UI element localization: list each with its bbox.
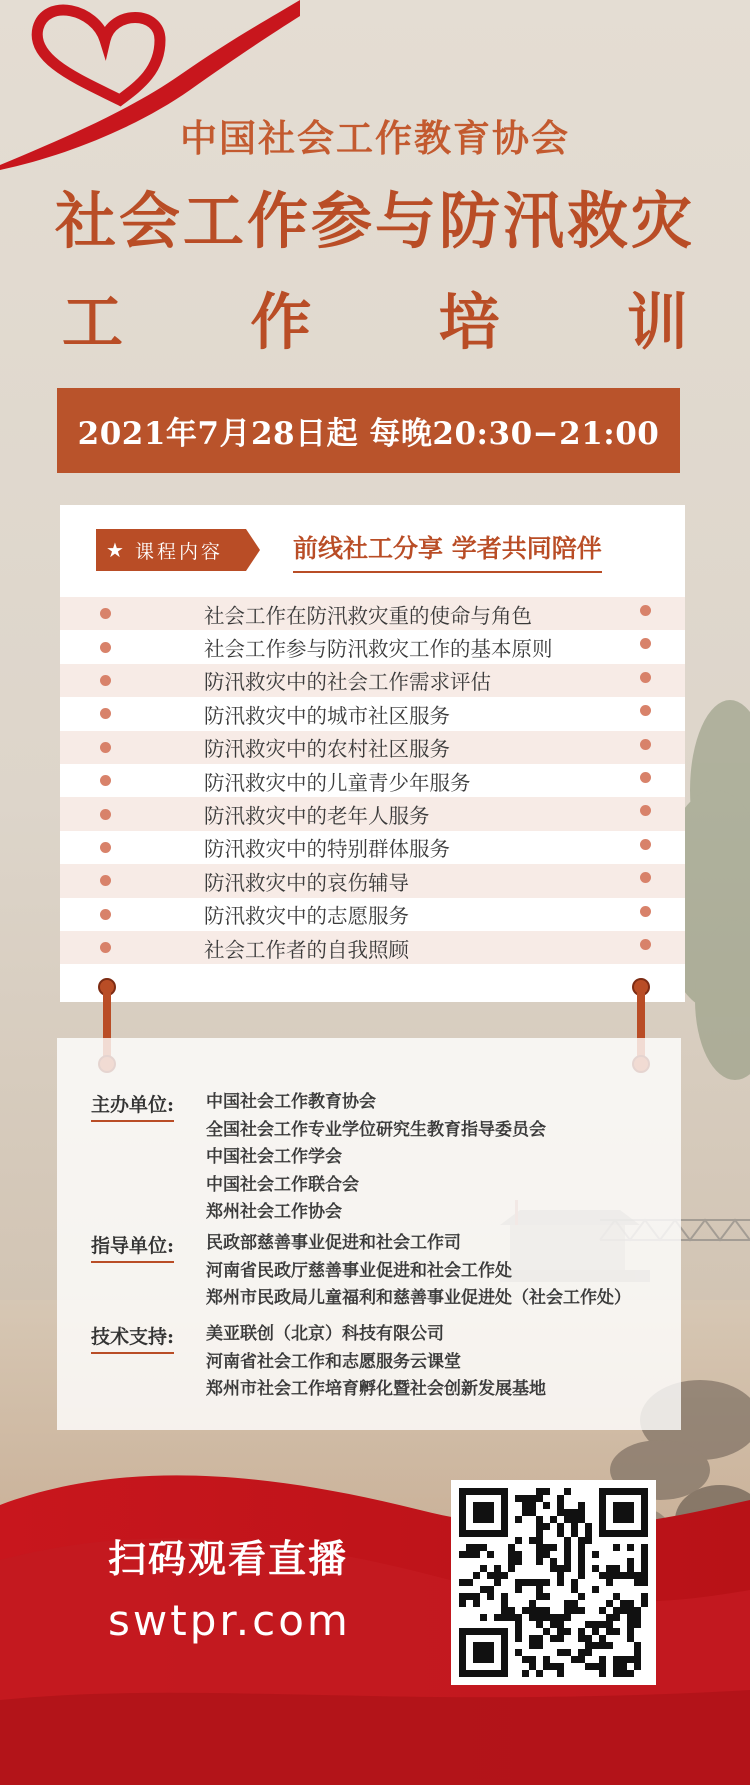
sub-title: [62, 274, 688, 361]
list-item: 郑州社会工作协会: [206, 1202, 342, 1222]
main-title: 社会工作参与防汛救灾: [55, 186, 696, 257]
bullet-icon: [640, 739, 651, 750]
qr-code[interactable]: [451, 1480, 656, 1685]
sub-title-char: 作: [250, 287, 312, 358]
bullet-icon: [640, 872, 651, 883]
list-item: [60, 630, 685, 663]
host-list: [206, 1090, 546, 1228]
course-item-text: 社会工作参与防汛救灾工作的基本原则: [204, 637, 553, 662]
course-item-text: 社会工作者的自我照顾: [204, 937, 409, 962]
bullet-icon: [100, 909, 111, 920]
list-item: [60, 898, 685, 931]
list-item: 河南省社会工作和志愿服务云课堂: [206, 1351, 461, 1372]
course-tag: [96, 529, 246, 571]
bullet-icon: [100, 742, 111, 753]
list-item: [60, 797, 685, 830]
list-item: 河南省民政厅慈善事业促进和社会工作处: [206, 1260, 512, 1281]
list-item: 美亚联创（北京）科技有限公司: [206, 1324, 444, 1344]
sub-title-char: 工: [62, 287, 124, 358]
sub-title-char: 训: [626, 287, 688, 358]
website-link[interactable]: swtpr.com: [108, 1596, 351, 1645]
scan-prompt: 扫码观看直播: [108, 1536, 349, 1581]
course-item-text: 防汛救灾中的儿童青少年服务: [204, 770, 471, 795]
bullet-icon: [100, 842, 111, 853]
course-list: [60, 597, 685, 964]
list-item: 民政部慈善事业促进和社会工作司: [206, 1233, 461, 1253]
list-item: 郑州市民政局儿童福利和慈善事业促进处（社会工作处）: [206, 1288, 631, 1308]
list-item: [60, 664, 685, 697]
list-item: [60, 764, 685, 797]
guide-list: [206, 1231, 631, 1314]
qr-code-icon: [459, 1488, 648, 1677]
bullet-icon: [100, 642, 111, 653]
org-title: 中国社会工作教育协会: [180, 116, 570, 160]
tech-label: 技术支持:: [91, 1322, 174, 1354]
list-item: 全国社会工作专业学位研究生教育指导委员会: [206, 1119, 546, 1140]
list-item: 中国社会工作教育协会: [206, 1092, 376, 1112]
host-label: 主办单位:: [91, 1090, 174, 1122]
schedule-banner: [57, 388, 680, 473]
tech-list: [206, 1322, 546, 1405]
course-item-text: 防汛救灾中的城市社区服务: [204, 703, 450, 728]
sub-title-char: 培: [438, 287, 500, 358]
list-item: [60, 597, 685, 630]
bullet-icon: [100, 675, 111, 686]
list-item: 郑州市社会工作培育孵化暨社会创新发展基地: [206, 1379, 546, 1399]
bullet-icon: [640, 805, 651, 816]
bullet-icon: [640, 906, 651, 917]
course-item-text: 社会工作在防汛救灾重的使命与角色: [204, 603, 532, 628]
bullet-icon: [640, 939, 651, 950]
bullet-icon: [640, 705, 651, 716]
bullet-icon: [640, 839, 651, 850]
bullet-icon: [100, 942, 111, 953]
course-slogan: 前线社工分享 学者共同陪伴: [293, 529, 602, 573]
course-item-text: 防汛救灾中的哀伤辅导: [204, 870, 409, 895]
list-item: 中国社会工作学会: [206, 1147, 342, 1167]
list-item: 中国社会工作联合会: [206, 1174, 359, 1195]
bullet-icon: [640, 772, 651, 783]
bullet-icon: [640, 638, 651, 649]
list-item: [60, 931, 685, 964]
bullet-icon: [640, 605, 651, 616]
organizers-card: [57, 1038, 681, 1430]
course-item-text: 防汛救灾中的老年人服务: [204, 804, 430, 829]
course-item-text: 防汛救灾中的农村社区服务: [204, 737, 450, 762]
bullet-icon: [100, 875, 111, 886]
list-item: [60, 731, 685, 764]
course-item-text: 防汛救灾中的志愿服务: [204, 904, 409, 929]
course-card: [60, 505, 685, 1002]
bullet-icon: [100, 809, 111, 820]
bullet-icon: [100, 708, 111, 719]
bullet-icon: [100, 775, 111, 786]
course-item-text: 防汛救灾中的特别群体服务: [204, 837, 450, 862]
guide-label: 指导单位:: [91, 1231, 174, 1263]
list-item: [60, 697, 685, 730]
bullet-icon: [640, 672, 651, 683]
star-icon: ★: [106, 538, 127, 562]
course-tag-label: 课程内容: [134, 540, 223, 563]
course-item-text: 防汛救灾中的社会工作需求评估: [204, 670, 491, 695]
list-item: [60, 831, 685, 864]
schedule-text: 2021年7月28日起 每晚20:30−21:00: [77, 416, 660, 452]
list-item: [60, 864, 685, 897]
bullet-icon: [100, 608, 111, 619]
